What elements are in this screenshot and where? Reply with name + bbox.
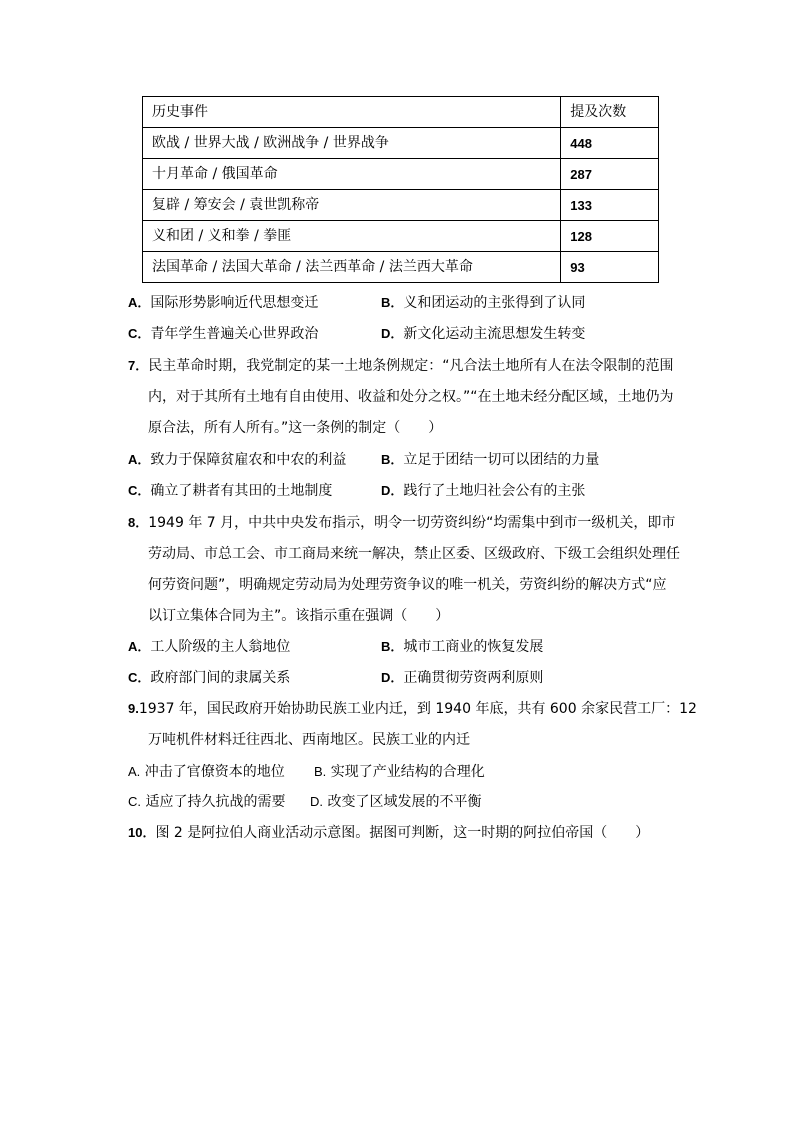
q8-stem-line-1 <box>128 513 675 533</box>
option-text: 城市工商业的恢复发展 <box>403 639 544 655</box>
option-text: 确立了耕者有其田的土地制度 <box>150 483 333 499</box>
question-number: 8． <box>128 515 149 530</box>
table-header-event: 历史事件 <box>143 97 561 128</box>
table-cell-event: 法国革命 / 法国大革命 / 法兰西革命 / 法兰西大革命 <box>143 252 561 283</box>
option-text: 适应了持久抗战的需要 <box>145 794 286 810</box>
table-cell-count: 93 <box>561 252 659 283</box>
q9-option-d <box>310 792 481 812</box>
question-text: 民主革命时期，我党制定的某一土地条例规定：“凡合法土地所有人在法令限制的范围 <box>148 358 674 374</box>
question-text: 1949 年 7 月，中共中央发布指示，明令一切劳资纠纷“均需集中到市一级机关，即市 <box>148 515 676 531</box>
option-text: 冲击了官僚资本的地位 <box>144 764 285 780</box>
option-letter: D． <box>381 670 404 685</box>
q7-stem-line-2: 内，对于其所有土地有自由使用、收益和处分之权。”“在土地未经分配区域，土地仍为 <box>148 389 674 405</box>
q8-stem-line-2: 劳动局、市总工会、市工商局来统一解决，禁止区委、区级政府、下级工会组织处理任 <box>148 546 680 562</box>
option-letter: B． <box>381 295 404 310</box>
option-letter: A． <box>128 295 151 310</box>
option-text: 践行了土地归社会公有的主张 <box>403 483 586 499</box>
table-row <box>143 190 659 221</box>
table-cell-count: 128 <box>561 221 659 252</box>
q6-option-a <box>128 293 318 313</box>
option-letter: C． <box>128 483 151 498</box>
q8-option-c <box>128 668 290 688</box>
table-cell-event: 复辟 / 筹安会 / 袁世凯称帝 <box>143 190 561 221</box>
option-text: 立足于团结一切可以团结的力量 <box>403 452 600 468</box>
q9-option-b <box>314 762 485 782</box>
q7-option-d <box>381 481 585 501</box>
option-letter: C. <box>128 794 141 809</box>
q7-stem-line-1 <box>128 356 674 376</box>
option-text: 改变了区域发展的不平衡 <box>327 794 482 810</box>
option-text: 正确贯彻劳资两利原则 <box>403 670 544 686</box>
table-row <box>143 252 659 283</box>
option-text: 致力于保障贫雇农和中农的利益 <box>150 452 347 468</box>
question-number: 9. <box>128 701 139 716</box>
option-letter: D． <box>381 483 404 498</box>
table-row <box>143 159 659 190</box>
option-text: 国际形势影响近代思想变迁 <box>150 295 319 311</box>
table-cell-count: 448 <box>561 128 659 159</box>
option-text: 实现了产业结构的合理化 <box>330 764 485 780</box>
option-letter: C． <box>128 670 151 685</box>
table-cell-event: 十月革命 / 俄国革命 <box>143 159 561 190</box>
q6-option-d <box>381 324 585 344</box>
q8-option-a <box>128 637 290 657</box>
q7-stem-line-3: 原合法，所有人所有。”这一条例的制定（ ） <box>148 420 443 436</box>
q9-option-a <box>128 762 285 782</box>
q9-option-c <box>128 792 285 812</box>
option-letter: D. <box>310 794 323 809</box>
q8-option-d <box>381 668 543 688</box>
option-letter: B. <box>314 764 327 779</box>
question-text: 图 2 是阿拉伯人商业活动示意图。据图可判断，这一时期的阿拉伯帝国（ ） <box>155 825 650 841</box>
q7-option-b <box>381 450 599 470</box>
table-row <box>143 128 659 159</box>
question-number: 10． <box>128 825 156 840</box>
option-letter: D． <box>381 326 404 341</box>
option-letter: A. <box>128 764 141 779</box>
option-letter: A． <box>128 452 151 467</box>
option-text: 义和团运动的主张得到了认同 <box>403 295 586 311</box>
option-letter: A． <box>128 639 151 654</box>
table-row <box>143 221 659 252</box>
option-text: 青年学生普遍关心世界政治 <box>150 326 319 342</box>
table-cell-event: 义和团 / 义和拳 / 拳匪 <box>143 221 561 252</box>
q10-stem-line-1 <box>128 823 649 843</box>
option-letter: B． <box>381 639 404 654</box>
table-header-row <box>143 97 659 128</box>
q6-option-c <box>128 324 318 344</box>
table-cell-event: 欧战 / 世界大战 / 欧洲战争 / 世界战争 <box>143 128 561 159</box>
q8-option-b <box>381 637 543 657</box>
q7-option-c <box>128 481 332 501</box>
option-text: 工人阶级的主人翁地位 <box>150 639 291 655</box>
q8-stem-line-4: 以订立集体合同为主”。该指示重在强调（ ） <box>148 608 450 624</box>
table-cell-count: 133 <box>561 190 659 221</box>
events-mention-table <box>142 96 659 283</box>
question-text: 1937 年，国民政府开始协助民族工业内迁，到 1940 年底，共有 600 余家民营工厂：12 <box>138 701 697 717</box>
question-number: 7． <box>128 358 149 373</box>
q6-option-b <box>381 293 585 313</box>
q8-stem-line-3: 何劳资问题”，明确规定劳动局为处理劳资争议的唯一机关，劳资纠纷的解决方式“应 <box>148 577 667 593</box>
table-cell-count: 287 <box>561 159 659 190</box>
option-letter: C． <box>128 326 151 341</box>
table-header-count: 提及次数 <box>561 97 659 128</box>
q9-stem-line-1 <box>128 699 697 719</box>
option-text: 新文化运动主流思想发生转变 <box>403 326 586 342</box>
q9-stem-line-2: 万吨机件材料迁往西北、西南地区。民族工业的内迁 <box>148 732 470 748</box>
q7-option-a <box>128 450 346 470</box>
option-text: 政府部门间的隶属关系 <box>150 670 291 686</box>
option-letter: B． <box>381 452 404 467</box>
